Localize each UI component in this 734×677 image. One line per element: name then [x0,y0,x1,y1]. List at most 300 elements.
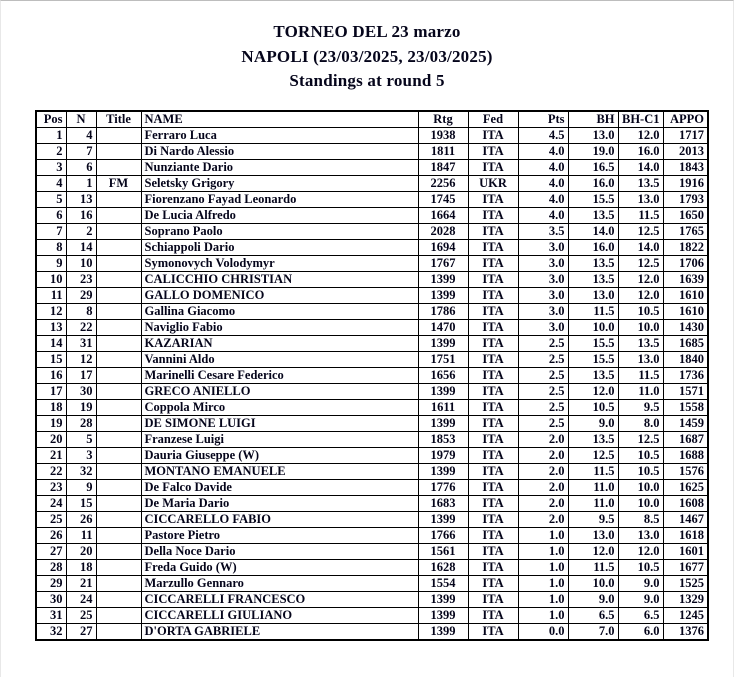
cell-appo: 1793 [663,191,708,207]
cell-appo: 1639 [663,271,708,287]
cell-title [96,335,141,351]
cell-n: 23 [66,271,96,287]
cell-appo: 1610 [663,287,708,303]
table-row [36,399,708,415]
cell-fed: ITA [468,495,518,511]
cell-fed: ITA [468,575,518,591]
column-header-pos: Pos [36,111,66,128]
cell-bh: 10.0 [568,319,618,335]
cell-n: 24 [66,591,96,607]
cell-name: Coppola Mirco [141,399,418,415]
cell-title [96,607,141,623]
cell-title [96,447,141,463]
cell-bh-c1: 10.5 [618,447,663,463]
cell-bh-c1: 12.0 [618,127,663,143]
cell-title [96,431,141,447]
cell-n: 18 [66,559,96,575]
cell-bh-c1: 9.0 [618,591,663,607]
cell-n: 1 [66,175,96,191]
cell-pos: 10 [36,271,66,287]
cell-fed: ITA [468,335,518,351]
cell-appo: 1765 [663,223,708,239]
cell-rtg: 2028 [418,223,468,239]
cell-bh-c1: 13.0 [618,191,663,207]
cell-bh: 12.0 [568,543,618,559]
cell-appo: 1601 [663,543,708,559]
cell-n: 26 [66,511,96,527]
cell-pos: 11 [36,287,66,303]
cell-pos: 26 [36,527,66,543]
column-header-pts: Pts [518,111,568,128]
cell-name: Naviglio Fabio [141,319,418,335]
cell-bh: 10.0 [568,575,618,591]
cell-bh: 11.0 [568,495,618,511]
cell-name: Franzese Luigi [141,431,418,447]
cell-title [96,543,141,559]
cell-title [96,319,141,335]
cell-pos: 5 [36,191,66,207]
cell-name: Symonovych Volodymyr [141,255,418,271]
cell-pos: 20 [36,431,66,447]
page-header [1,1,733,94]
cell-n: 19 [66,399,96,415]
cell-pts: 3.0 [518,271,568,287]
cell-pos: 17 [36,383,66,399]
cell-rtg: 1399 [418,335,468,351]
table-row [36,607,708,623]
cell-bh: 9.0 [568,415,618,431]
table-row [36,367,708,383]
cell-n: 7 [66,143,96,159]
cell-rtg: 1399 [418,591,468,607]
cell-pts: 4.0 [518,159,568,175]
cell-name: Gallina Giacomo [141,303,418,319]
cell-pts: 4.0 [518,175,568,191]
cell-bh-c1: 12.0 [618,287,663,303]
cell-bh-c1: 6.0 [618,623,663,640]
cell-fed: ITA [468,223,518,239]
cell-bh-c1: 16.0 [618,143,663,159]
cell-bh: 15.5 [568,191,618,207]
cell-pos: 2 [36,143,66,159]
cell-bh: 19.0 [568,143,618,159]
cell-title [96,399,141,415]
cell-bh-c1: 9.5 [618,399,663,415]
cell-appo: 1608 [663,495,708,511]
cell-title [96,159,141,175]
cell-pts: 4.0 [518,191,568,207]
cell-name: De Maria Dario [141,495,418,511]
cell-bh-c1: 11.5 [618,367,663,383]
cell-title [96,591,141,607]
cell-fed: ITA [468,383,518,399]
cell-appo: 1717 [663,127,708,143]
cell-name: Seletsky Grigory [141,175,418,191]
standings-table [35,110,709,641]
cell-bh-c1: 12.5 [618,223,663,239]
cell-appo: 1525 [663,575,708,591]
column-header-n: N [66,111,96,128]
cell-bh: 9.0 [568,591,618,607]
cell-pts: 2.5 [518,351,568,367]
cell-rtg: 1745 [418,191,468,207]
cell-pos: 32 [36,623,66,640]
cell-pos: 22 [36,463,66,479]
cell-name: CALICCHIO CHRISTIAN [141,271,418,287]
table-row [36,287,708,303]
cell-bh-c1: 14.0 [618,159,663,175]
table-row [36,431,708,447]
cell-n: 9 [66,479,96,495]
cell-title [96,287,141,303]
column-header-name: NAME [141,111,418,128]
cell-bh: 13.0 [568,127,618,143]
cell-bh-c1: 11.5 [618,207,663,223]
cell-name: De Falco Davide [141,479,418,495]
cell-rtg: 1751 [418,351,468,367]
cell-bh: 13.0 [568,527,618,543]
cell-pts: 3.0 [518,239,568,255]
cell-bh-c1: 13.0 [618,527,663,543]
cell-pts: 3.0 [518,255,568,271]
cell-rtg: 1853 [418,431,468,447]
cell-title [96,143,141,159]
cell-rtg: 1470 [418,319,468,335]
cell-rtg: 1399 [418,271,468,287]
table-row [36,479,708,495]
table-row [36,191,708,207]
cell-n: 20 [66,543,96,559]
cell-n: 16 [66,207,96,223]
cell-fed: ITA [468,447,518,463]
cell-name: CICCARELLI FRANCESCO [141,591,418,607]
standings-header-row [36,111,708,128]
cell-bh: 11.0 [568,479,618,495]
cell-appo: 1840 [663,351,708,367]
cell-pos: 16 [36,367,66,383]
cell-appo: 1916 [663,175,708,191]
cell-pts: 1.0 [518,575,568,591]
cell-pts: 2.5 [518,335,568,351]
cell-pts: 2.5 [518,367,568,383]
cell-rtg: 1399 [418,415,468,431]
cell-pos: 14 [36,335,66,351]
cell-title [96,127,141,143]
cell-name: MONTANO EMANUELE [141,463,418,479]
cell-rtg: 1811 [418,143,468,159]
cell-name: Schiappoli Dario [141,239,418,255]
cell-fed: ITA [468,463,518,479]
cell-fed: ITA [468,591,518,607]
cell-bh-c1: 14.0 [618,239,663,255]
tournament-location-dates: NAPOLI (23/03/2025, 23/03/2025) [241,46,493,66]
cell-name: GALLO DOMENICO [141,287,418,303]
cell-bh: 13.5 [568,431,618,447]
cell-pos: 3 [36,159,66,175]
table-row [36,335,708,351]
cell-appo: 1843 [663,159,708,175]
cell-rtg: 1611 [418,399,468,415]
cell-fed: ITA [468,191,518,207]
table-row [36,463,708,479]
cell-bh-c1: 8.5 [618,511,663,527]
cell-fed: ITA [468,287,518,303]
cell-appo: 1685 [663,335,708,351]
cell-pos: 12 [36,303,66,319]
cell-bh-c1: 12.5 [618,431,663,447]
table-row [36,255,708,271]
cell-rtg: 1766 [418,527,468,543]
table-row [36,223,708,239]
cell-pts: 4.0 [518,207,568,223]
cell-rtg: 1561 [418,543,468,559]
cell-fed: ITA [468,303,518,319]
cell-name: Dauria Giuseppe (W) [141,447,418,463]
column-header-bh: BH [568,111,618,128]
cell-n: 29 [66,287,96,303]
cell-rtg: 1767 [418,255,468,271]
cell-pts: 2.5 [518,383,568,399]
cell-pts: 2.0 [518,511,568,527]
cell-pos: 9 [36,255,66,271]
cell-n: 15 [66,495,96,511]
cell-name: Marinelli Cesare Federico [141,367,418,383]
cell-name: Pastore Pietro [141,527,418,543]
cell-pts: 1.0 [518,559,568,575]
cell-fed: ITA [468,159,518,175]
cell-bh: 13.5 [568,367,618,383]
cell-appo: 1571 [663,383,708,399]
cell-pos: 31 [36,607,66,623]
table-row [36,271,708,287]
cell-name: DE SIMONE LUIGI [141,415,418,431]
cell-rtg: 1399 [418,607,468,623]
cell-bh-c1: 8.0 [618,415,663,431]
cell-n: 13 [66,191,96,207]
cell-n: 3 [66,447,96,463]
cell-fed: ITA [468,351,518,367]
table-row [36,383,708,399]
column-header-bh-c1: BH-C1 [618,111,663,128]
cell-appo: 1687 [663,431,708,447]
cell-rtg: 2256 [418,175,468,191]
cell-appo: 1376 [663,623,708,640]
table-row [36,319,708,335]
cell-bh-c1: 9.0 [618,575,663,591]
table-row [36,543,708,559]
cell-title [96,191,141,207]
cell-pts: 1.0 [518,591,568,607]
cell-appo: 1688 [663,447,708,463]
table-row [36,239,708,255]
cell-appo: 1677 [663,559,708,575]
cell-pos: 13 [36,319,66,335]
cell-n: 11 [66,527,96,543]
cell-appo: 1610 [663,303,708,319]
table-row [36,159,708,175]
cell-bh: 11.5 [568,559,618,575]
cell-bh: 16.0 [568,175,618,191]
cell-title [96,559,141,575]
cell-bh: 15.5 [568,351,618,367]
cell-n: 28 [66,415,96,431]
cell-fed: ITA [468,415,518,431]
cell-n: 4 [66,127,96,143]
cell-pos: 23 [36,479,66,495]
cell-name: Freda Guido (W) [141,559,418,575]
cell-bh-c1: 10.5 [618,559,663,575]
cell-bh: 11.5 [568,463,618,479]
cell-name: Marzullo Gennaro [141,575,418,591]
cell-title [96,351,141,367]
table-row [36,175,708,191]
cell-pts: 4.0 [518,143,568,159]
table-row [36,207,708,223]
cell-rtg: 1399 [418,463,468,479]
table-row [36,511,708,527]
cell-title: FM [96,175,141,191]
cell-name: CICCARELLI GIULIANO [141,607,418,623]
cell-name: Di Nardo Alessio [141,143,418,159]
cell-bh: 16.0 [568,239,618,255]
cell-bh-c1: 12.5 [618,255,663,271]
cell-bh-c1: 10.0 [618,319,663,335]
column-header-appo: APPO [663,111,708,128]
cell-title [96,511,141,527]
cell-appo: 1736 [663,367,708,383]
cell-bh-c1: 13.0 [618,351,663,367]
cell-appo: 1430 [663,319,708,335]
cell-bh: 14.0 [568,223,618,239]
cell-pos: 18 [36,399,66,415]
cell-bh-c1: 6.5 [618,607,663,623]
cell-fed: ITA [468,127,518,143]
cell-name: D'ORTA GABRIELE [141,623,418,640]
cell-appo: 1650 [663,207,708,223]
table-row [36,527,708,543]
cell-bh: 16.5 [568,159,618,175]
cell-n: 8 [66,303,96,319]
cell-bh-c1: 12.0 [618,543,663,559]
cell-n: 10 [66,255,96,271]
cell-title [96,623,141,640]
cell-rtg: 1399 [418,511,468,527]
cell-bh: 13.5 [568,207,618,223]
cell-bh-c1: 10.5 [618,303,663,319]
cell-bh: 13.5 [568,271,618,287]
cell-appo: 1822 [663,239,708,255]
cell-pos: 7 [36,223,66,239]
cell-pos: 4 [36,175,66,191]
cell-rtg: 1847 [418,159,468,175]
cell-rtg: 1399 [418,287,468,303]
cell-bh: 9.5 [568,511,618,527]
cell-pts: 2.0 [518,479,568,495]
cell-n: 25 [66,607,96,623]
cell-pos: 15 [36,351,66,367]
cell-fed: ITA [468,527,518,543]
cell-fed: ITA [468,559,518,575]
cell-appo: 1467 [663,511,708,527]
cell-appo: 1625 [663,479,708,495]
cell-appo: 1329 [663,591,708,607]
table-row [36,559,708,575]
cell-n: 5 [66,431,96,447]
cell-pts: 3.0 [518,319,568,335]
cell-title [96,463,141,479]
cell-fed: ITA [468,143,518,159]
cell-pos: 30 [36,591,66,607]
cell-rtg: 1683 [418,495,468,511]
cell-bh-c1: 13.5 [618,175,663,191]
cell-name: GRECO ANIELLO [141,383,418,399]
cell-title [96,495,141,511]
cell-bh: 6.5 [568,607,618,623]
cell-pts: 2.0 [518,431,568,447]
cell-fed: ITA [468,271,518,287]
cell-fed: ITA [468,511,518,527]
cell-rtg: 1399 [418,623,468,640]
cell-pts: 2.0 [518,463,568,479]
cell-bh-c1: 10.5 [618,463,663,479]
tournament-title: TORNEO DEL 23 marzo [273,22,461,41]
cell-rtg: 1776 [418,479,468,495]
cell-title [96,383,141,399]
cell-rtg: 1694 [418,239,468,255]
cell-pts: 2.0 [518,495,568,511]
cell-rtg: 1399 [418,383,468,399]
cell-title [96,303,141,319]
cell-rtg: 1628 [418,559,468,575]
cell-pts: 0.0 [518,623,568,640]
cell-bh: 13.0 [568,287,618,303]
cell-fed: ITA [468,607,518,623]
column-header-title: Title [96,111,141,128]
cell-title [96,255,141,271]
cell-pts: 2.5 [518,415,568,431]
cell-rtg: 1979 [418,447,468,463]
cell-fed: ITA [468,207,518,223]
cell-appo: 1706 [663,255,708,271]
standings-round-title: Standings at round 5 [289,71,445,90]
cell-pts: 3.0 [518,303,568,319]
cell-name: KAZARIAN [141,335,418,351]
cell-bh: 12.5 [568,447,618,463]
cell-n: 14 [66,239,96,255]
cell-fed: ITA [468,479,518,495]
cell-title [96,271,141,287]
cell-n: 32 [66,463,96,479]
cell-fed: ITA [468,367,518,383]
cell-name: De Lucia Alfredo [141,207,418,223]
cell-appo: 1459 [663,415,708,431]
cell-pos: 8 [36,239,66,255]
cell-title [96,223,141,239]
cell-bh-c1: 10.0 [618,495,663,511]
cell-n: 22 [66,319,96,335]
cell-pts: 4.5 [518,127,568,143]
cell-title [96,367,141,383]
cell-rtg: 1656 [418,367,468,383]
cell-appo: 2013 [663,143,708,159]
cell-rtg: 1554 [418,575,468,591]
cell-title [96,479,141,495]
cell-pts: 1.0 [518,607,568,623]
cell-pos: 29 [36,575,66,591]
cell-n: 6 [66,159,96,175]
cell-pos: 6 [36,207,66,223]
cell-bh: 10.5 [568,399,618,415]
